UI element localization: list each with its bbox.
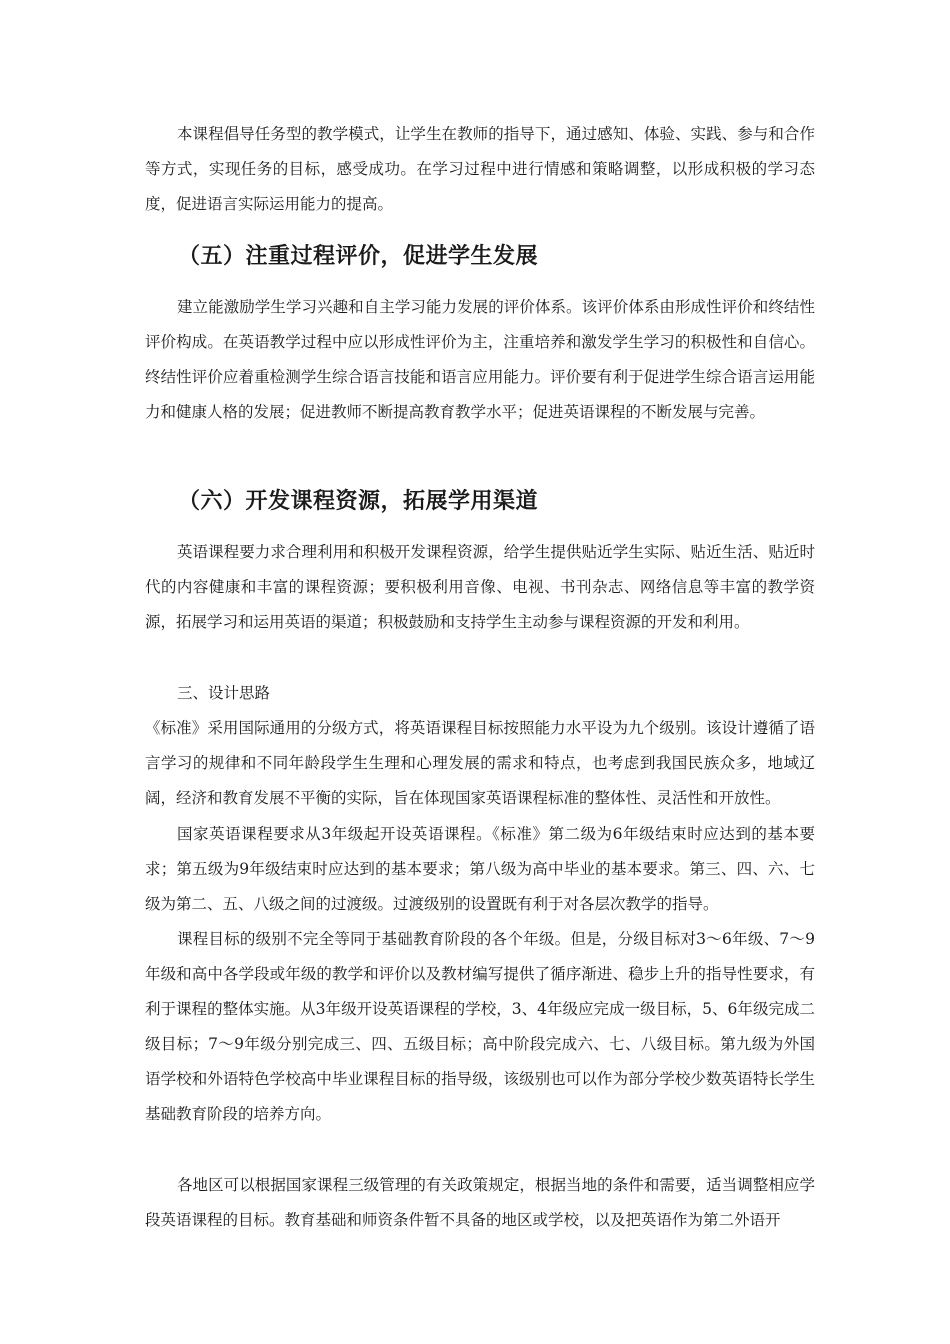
subheading-design-ideas: 三、设计思路	[177, 684, 271, 702]
paragraph-level-targets: 课程目标的级别不完全等同于基础教育阶段的各个年级。但是，分级目标对3～6年级、7～9年级和高中各学段或年级的教学和评价以及教材编写提供了循序渐进、稳步上升的指导性要求，有利于课程的整体实施。从3年级开设英语课程的学校，3、4年级应完成一级目标，5、6年级完成二级目标；7～9年级分别完成三、四、五级目标；高中阶段完成六、七、八级目标。第九级为外国语学校和外语特色学校高中毕业课程目标的指导级，该级别也可以作为部分学校少数英语特长学生基础教育阶段的培养方向。	[145, 930, 815, 1123]
paragraph-grading-system: 《标准》采用国际通用的分级方式，将英语课程目标按照能力水平设为九个级别。该设计遵循了语言学习的规律和不同年龄段学生生理和心理发展的需求和特点，也考虑到我国民族众多，地域辽阔，经济和教育发展不平衡的实际，旨在体现国家英语课程标准的整体性、灵活性和开放性。	[145, 719, 815, 807]
paragraph-regional-adjustment: 各地区可以根据国家课程三级管理的有关政策规定，根据当地的条件和需要，适当调整相应学段英语课程的目标。教育基础和师资条件暂不具备的地区或学校，以及把英语作为第二外语开	[145, 1176, 815, 1229]
paragraph-task-based-teaching: 本课程倡导任务型的教学模式，让学生在教师的指导下，通过感知、体验、实践、参与和合作等方式，实现任务的目标，感受成功。在学习过程中进行情感和策略调整，以形成积极的学习态度，促进语言实际运用能力的提高。	[145, 125, 815, 213]
heading-section-5: （五）注重过程评价，促进学生发展	[178, 244, 539, 269]
heading-section-6: （六）开发课程资源，拓展学用渠道	[178, 489, 539, 514]
paragraph-grade-requirements: 国家英语课程要求从3年级起开设英语课程。《标准》第二级为6年级结束时应达到的基本要求；第五级为9年级结束时应达到的基本要求；第八级为高中毕业的基本要求。第三、四、六、七级为第二、五、八级之间的过渡级。过渡级别的设置既有利于对各层次教学的指导。	[145, 825, 815, 913]
paragraph-evaluation-system: 建立能激励学生学习兴趣和自主学习能力发展的评价体系。该评价体系由形成性评价和终结性评价构成。在英语教学过程中应以形成性评价为主，注重培养和激发学生学习的积极性和自信心。终结性评价应着重检测学生综合语言技能和语言应用能力。评价要有利于促进学生综合语言运用能力和健康人格的发展；促进教师不断提高教育教学水平；促进英语课程的不断发展与完善。	[145, 298, 815, 421]
paragraph-course-resources: 英语课程要力求合理利用和积极开发课程资源，给学生提供贴近学生实际、贴近生活、贴近时代的内容健康和丰富的课程资源；要积极利用音像、电视、书刊杂志、网络信息等丰富的教学资源，拓展学习和运用英语的渠道；积极鼓励和支持学生主动参与课程资源的开发和利用。	[145, 543, 815, 631]
